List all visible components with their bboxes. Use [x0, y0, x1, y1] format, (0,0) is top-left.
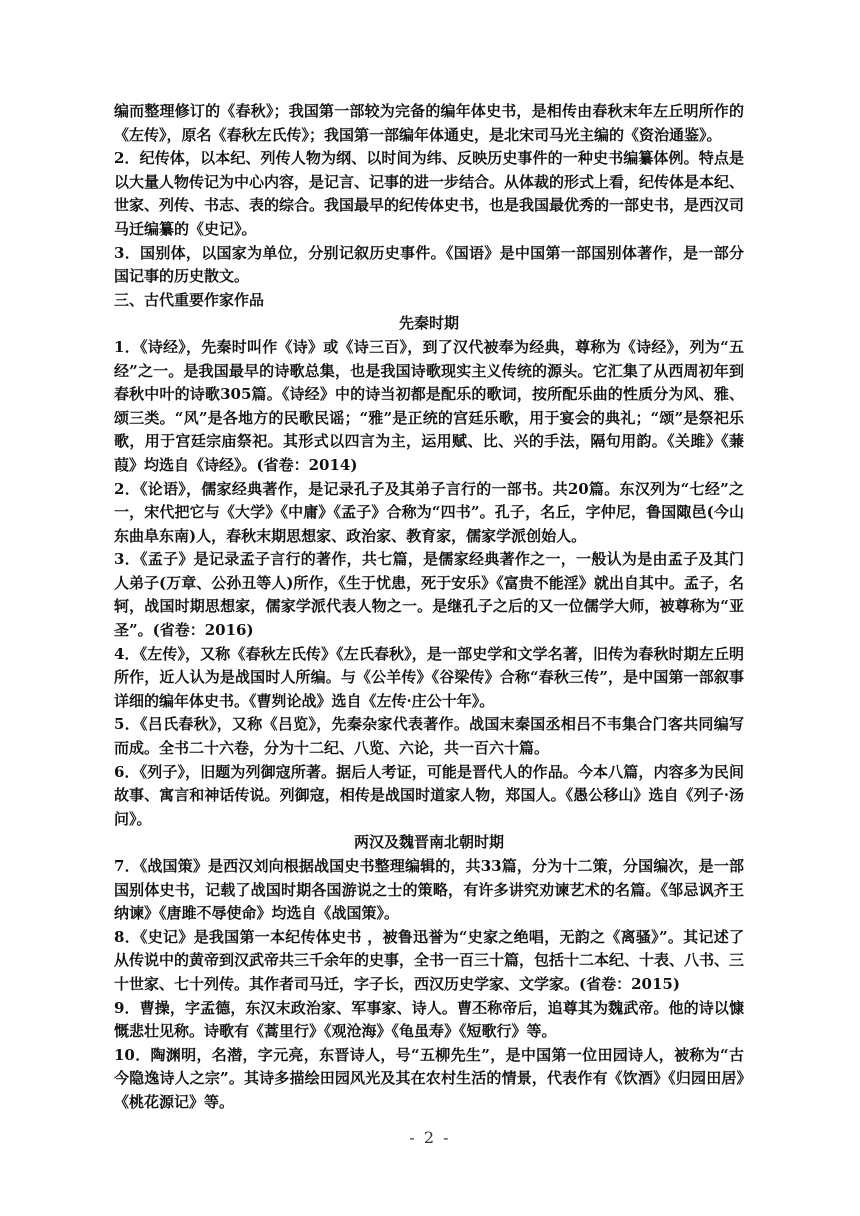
entry-shiji: 8．《史记》是我国第一本纪传体史书 ，被鲁迅誉为“史家之绝唱，无韵之《离骚》”。其记述了从传说中的黄帝到汉武帝共三千余年的史事，全书一百三十篇，包括十二本纪、十表、八书、三十世家、七十列传。其作者司马迁，字子长，西汉历史学家、文学家。(省卷：2015)	[114, 927, 745, 993]
paragraph-guobieti: 3．国别体，以国家为单位，分别记叙历史事件。《国语》是中国第一部国别体著作，是一部分国记事的历史散文。	[114, 243, 744, 286]
entry-lunyu: 2．《论语》，儒家经典著作，是记录孔子及其弟子言行的一部书。共20篇。东汉列为“七经”之一，宋代把它与《大学》《中庸》《孟子》合称为“四书”。孔子，名丘，字仲尼，鲁国陬邑(今山东曲阜东南)人，春秋末期思想家、政治家、教育家，儒家学派创始人。	[114, 479, 744, 545]
document-body	[114, 100, 744, 1115]
page-number: - 2 -	[409, 1128, 451, 1147]
entry-caocao: 9．曹操，字孟德，东汉末政治家、军事家、诗人。曹丕称帝后，追尊其为魏武帝。他的诗以慷慨悲壮见称。诗歌有《蒿里行》《观沧海》《龟虽寿》《短歌行》等。	[114, 998, 744, 1041]
paragraph-jizhuanti: 2．纪传体，以本纪、列传人物为纲、以时间为纬、反映历史事件的一种史书编纂体例。特点是以大量人物传记为中心内容，是记言、记事的进一步结合。从体裁的形式上看，纪传体是本纪、世家、列传、书志、表的综合。我国最早的纪传体史书，也是我国最优秀的一部史书，是西汉司马迁编纂的《史记》。	[114, 149, 745, 238]
entry-zhanguoce: 7．《战国策》是西汉刘向根据战国史书整理编辑的，共33篇，分为十二策，分国编次，是一部国别体史书，记载了战国时期各国游说之士的策略，有许多讲究劝谏艺术的名篇。《邹忌讽齐王纳谏》《唐雎不辱使命》均选自《战国策》。	[114, 857, 744, 923]
entry-taoyuanming: 10．陶渊明，名潜，字元亮，东晋诗人，号“五柳先生”，是中国第一位田园诗人，被称为“古今隐逸诗人之宗”。其诗多描绘田园风光及其在农村生活的情景，代表作有《饮酒》《归园田居》《桃花源记》等。	[114, 1045, 744, 1111]
entry-zuozhuan: 4．《左传》，又称《春秋左氏传》《左氏春秋》，是一部史学和文学名著，旧传为春秋时期左丘明所作，近人认为是战国时人所编。与《公羊传》《谷梁传》合称“春秋三传”，是中国第一部叙事详细的编年体史书。《曹刿论战》选自《左传·庄公十年》。	[114, 644, 744, 710]
section-heading: 三、古代重要作家作品	[114, 290, 265, 309]
entry-liezi: 6．《列子》，旧题为列御寇所著。据后人考证，可能是晋代人的作品。今本八篇，内容多为民间故事、寓言和神话传说。列御寇，相传是战国时道家人物，郑国人。《愚公移山》选自《列子·汤问》。	[114, 762, 744, 828]
period-heading-hanweijin: 两汉及魏晋南北朝时期	[353, 833, 504, 852]
period-heading-xianqin: 先秦时期	[398, 314, 459, 333]
entry-mengzi: 3．《孟子》是记录孟子言行的著作，共七篇，是儒家经典著作之一，一般认为是由孟子及其门人弟子(万章、公孙丑等人)所作，《生于忧患，死于安乐》《富贵不能淫》就出自其中。孟子，名轲，战国时期思想家，儒家学派代表人物之一。是继孔子之后的又一位儒学大师，被尊称为“亚圣”。(省卷：2016)	[114, 550, 744, 640]
entry-lvshichunqiu: 5．《吕氏春秋》，又称《吕览》，先秦杂家代表著作。战国末秦国丞相吕不韦集合门客共同编写而成。全书二十六卷，分为十二纪、八览、六论，共一百六十篇。	[114, 715, 744, 758]
entry-shijing: 1．《诗经》，先秦时叫作《诗》或《诗三百》，到了汉代被奉为经典，尊称为《诗经》，列为“五经”之一。是我国最早的诗歌总集，也是我国诗歌现实主义传统的源头。它汇集了从西周初年到春秋中叶的诗歌305篇。《诗经》中的诗当初都是配乐的歌词，按所配乐曲的性质分为风、雅、颂三类。“风”是各地方的民歌民谣；“雅”是正统的宫廷乐歌，用于宴会的典礼；“颂”是祭祀乐歌，用于宫廷宗庙祭祀。其形式以四言为主，运用赋、比、兴的手法，隔句用韵。《关雎》《蒹葭》均选自《诗经》。(省卷：2014)	[114, 337, 744, 474]
paragraph-biannian-cont: 编而整理修订的《春秋》；我国第一部较为完备的编年体史书，是相传由春秋末年左丘明所作的《左传》，原名《春秋左氏传》；我国第一部编年体通史，是北宋司马光主编的《资治通鉴》。	[114, 102, 744, 144]
